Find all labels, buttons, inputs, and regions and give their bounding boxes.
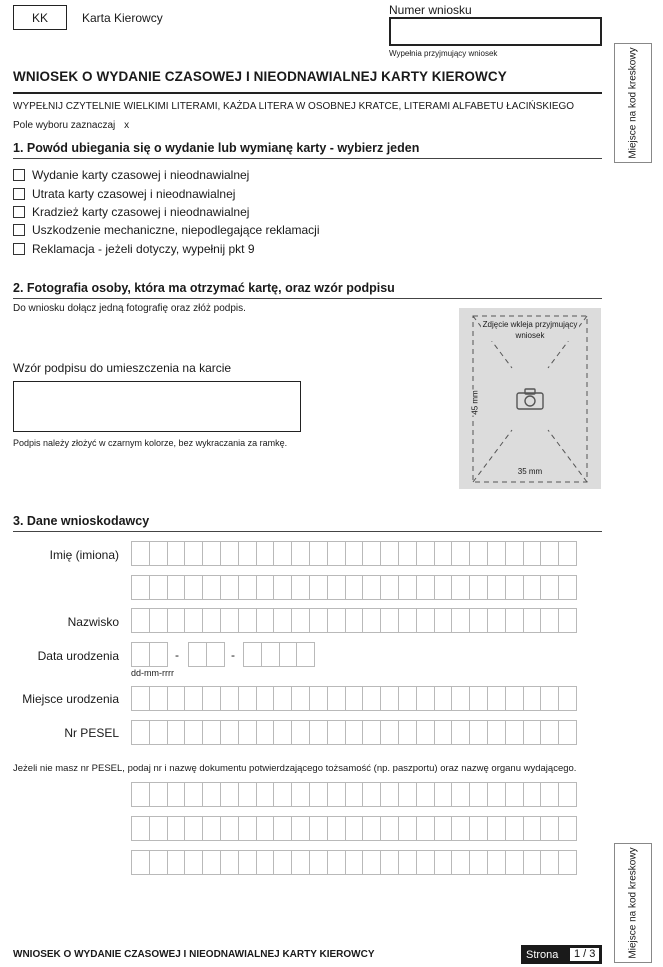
letter-cell[interactable] [131, 541, 150, 566]
letter-cell[interactable] [487, 575, 506, 600]
letter-cell[interactable] [487, 850, 506, 875]
birth-place-label: Miejsce urodzenia [22, 692, 119, 706]
letter-cell[interactable] [345, 720, 364, 745]
letter-cell[interactable] [558, 816, 577, 841]
letter-cell[interactable] [273, 541, 292, 566]
letter-cell[interactable] [505, 816, 524, 841]
letter-cell[interactable] [309, 541, 328, 566]
letter-cell[interactable] [184, 782, 203, 807]
letter-cell[interactable] [309, 816, 328, 841]
letter-cell[interactable] [451, 850, 470, 875]
application-number-field[interactable] [389, 17, 602, 46]
letter-cell[interactable] [188, 642, 207, 667]
letter-cell[interactable] [540, 575, 559, 600]
letter-cell[interactable] [309, 720, 328, 745]
letter-cell[interactable] [131, 850, 150, 875]
letter-cell[interactable] [540, 608, 559, 633]
letter-cell[interactable] [523, 720, 542, 745]
letter-cell[interactable] [380, 816, 399, 841]
letter-cell[interactable] [540, 850, 559, 875]
birth-place-field[interactable] [131, 686, 576, 711]
last-name-label: Nazwisko [67, 615, 119, 629]
page-indicator [521, 945, 602, 964]
letter-cell[interactable] [291, 782, 310, 807]
letter-cell[interactable] [487, 686, 506, 711]
letter-cell[interactable] [505, 686, 524, 711]
last-name-field[interactable] [131, 608, 576, 633]
letter-cell[interactable] [184, 720, 203, 745]
fill-instructions: WYPEŁNIJ CZYTELNIE WIELKIMI LITERAMI, KAŻDA LITERA W OSOBNEJ KRATCE, LITERAMI ALFABETU ŁACIŃSKIEGO [13, 101, 575, 112]
letter-cell[interactable] [398, 541, 417, 566]
letter-cell[interactable] [202, 575, 221, 600]
barcode-area-bottom [614, 843, 652, 963]
letter-cell[interactable] [167, 850, 186, 875]
letter-cell[interactable] [238, 720, 257, 745]
section-3-heading: 3. Dane wnioskodawcy [13, 514, 150, 528]
section-2-heading: 2. Fotografia osoby, która ma otrzymać kartę, oraz wzór podpisu [13, 281, 395, 295]
letter-cell[interactable] [434, 782, 453, 807]
letter-cell[interactable] [220, 850, 239, 875]
letter-cell[interactable] [167, 608, 186, 633]
letter-cell[interactable] [362, 850, 381, 875]
id-document-field-row-1[interactable] [131, 782, 576, 807]
letter-cell[interactable] [220, 720, 239, 745]
letter-cell[interactable] [416, 608, 435, 633]
letter-cell[interactable] [469, 575, 488, 600]
letter-cell[interactable] [469, 608, 488, 633]
first-name-field-row-1[interactable] [131, 541, 576, 566]
photo-area [459, 308, 601, 489]
letter-cell[interactable] [238, 575, 257, 600]
reason-option-label: Utrata karty czasowej i nieodnawialnej [32, 187, 236, 201]
letter-cell[interactable] [345, 575, 364, 600]
letter-cell[interactable] [540, 816, 559, 841]
letter-cell[interactable] [487, 541, 506, 566]
letter-cell[interactable] [291, 816, 310, 841]
id-document-field-row-2[interactable] [131, 816, 576, 841]
letter-cell[interactable] [184, 541, 203, 566]
letter-cell[interactable] [149, 575, 168, 600]
letter-cell[interactable] [273, 720, 292, 745]
reason-option[interactable] [13, 205, 249, 219]
letter-cell[interactable] [238, 816, 257, 841]
letter-cell[interactable] [131, 782, 150, 807]
letter-cell[interactable] [398, 850, 417, 875]
letter-cell[interactable] [149, 608, 168, 633]
letter-cell[interactable] [469, 850, 488, 875]
letter-cell[interactable] [505, 575, 524, 600]
signature-label: Wzór podpisu do umieszczenia na karcie [13, 361, 232, 375]
letter-cell[interactable] [380, 686, 399, 711]
letter-cell[interactable] [523, 782, 542, 807]
letter-cell[interactable] [469, 686, 488, 711]
letter-cell[interactable] [273, 850, 292, 875]
letter-cell[interactable] [256, 816, 275, 841]
letter-cell[interactable] [523, 608, 542, 633]
letter-cell[interactable] [256, 541, 275, 566]
letter-cell[interactable] [256, 720, 275, 745]
letter-cell[interactable] [451, 816, 470, 841]
letter-cell[interactable] [362, 541, 381, 566]
reason-checkbox[interactable] [13, 188, 25, 200]
letter-cell[interactable] [558, 782, 577, 807]
letter-cell[interactable] [380, 608, 399, 633]
letter-cell[interactable] [398, 686, 417, 711]
letter-cell[interactable] [398, 782, 417, 807]
letter-cell[interactable] [451, 541, 470, 566]
letter-cell[interactable] [167, 541, 186, 566]
page-label: Strona [526, 948, 559, 961]
birth-date-label: Data urodzenia [37, 649, 119, 663]
letter-cell[interactable] [434, 575, 453, 600]
letter-cell[interactable] [523, 541, 542, 566]
letter-cell[interactable] [380, 720, 399, 745]
letter-cell[interactable] [149, 686, 168, 711]
title-rule [13, 92, 602, 94]
card-type-label: Karta Kierowcy [82, 11, 163, 25]
letter-cell[interactable] [469, 541, 488, 566]
letter-cell[interactable] [380, 850, 399, 875]
letter-cell[interactable] [296, 642, 315, 667]
letter-cell[interactable] [206, 642, 225, 667]
letter-cell[interactable] [167, 782, 186, 807]
birth-day-field[interactable] [131, 642, 167, 667]
checkbox-instruction [13, 120, 129, 131]
checkbox-instruction-label: Pole wyboru zaznaczaj [13, 120, 116, 131]
letter-cell[interactable] [345, 816, 364, 841]
letter-cell[interactable] [202, 850, 221, 875]
reason-option-label: Wydanie karty czasowej i nieodnawialnej [32, 168, 250, 182]
letter-cell[interactable] [416, 720, 435, 745]
letter-cell[interactable] [523, 850, 542, 875]
letter-cell[interactable] [327, 816, 346, 841]
first-name-field-row-2[interactable] [131, 575, 576, 600]
letter-cell[interactable] [149, 850, 168, 875]
letter-cell[interactable] [149, 720, 168, 745]
letter-cell[interactable] [327, 686, 346, 711]
letter-cell[interactable] [220, 816, 239, 841]
letter-cell[interactable] [291, 541, 310, 566]
barcode-label: Miejsce na kod kreskowy [627, 847, 639, 959]
letter-cell[interactable] [558, 575, 577, 600]
letter-cell[interactable] [558, 541, 577, 566]
letter-cell[interactable] [345, 782, 364, 807]
letter-cell[interactable] [131, 575, 150, 600]
letter-cell[interactable] [238, 782, 257, 807]
letter-cell[interactable] [273, 608, 292, 633]
letter-cell[interactable] [362, 782, 381, 807]
letter-cell[interactable] [505, 782, 524, 807]
reason-checkbox[interactable] [13, 224, 25, 236]
letter-cell[interactable] [540, 720, 559, 745]
letter-cell[interactable] [256, 782, 275, 807]
letter-cell[interactable] [487, 816, 506, 841]
birth-year-field[interactable] [243, 642, 314, 667]
letter-cell[interactable] [167, 575, 186, 600]
letter-cell[interactable] [398, 816, 417, 841]
letter-cell[interactable] [540, 782, 559, 807]
letter-cell[interactable] [220, 541, 239, 566]
letter-cell[interactable] [220, 686, 239, 711]
letter-cell[interactable] [291, 850, 310, 875]
letter-cell[interactable] [238, 541, 257, 566]
letter-cell[interactable] [309, 782, 328, 807]
letter-cell[interactable] [309, 608, 328, 633]
letter-cell[interactable] [434, 541, 453, 566]
letter-cell[interactable] [131, 642, 150, 667]
letter-cell[interactable] [505, 541, 524, 566]
id-document-field-row-3[interactable] [131, 850, 576, 875]
reason-checkbox[interactable] [13, 243, 25, 255]
letter-cell[interactable] [202, 541, 221, 566]
letter-cell[interactable] [327, 782, 346, 807]
letter-cell[interactable] [327, 720, 346, 745]
letter-cell[interactable] [345, 608, 364, 633]
letter-cell[interactable] [220, 608, 239, 633]
pesel-field[interactable] [131, 720, 576, 745]
letter-cell[interactable] [243, 642, 262, 667]
letter-cell[interactable] [434, 720, 453, 745]
letter-cell[interactable] [238, 608, 257, 633]
letter-cell[interactable] [309, 686, 328, 711]
section-2-intro: Do wniosku dołącz jedną fotografię oraz złóż podpis. [13, 303, 246, 314]
letter-cell[interactable] [362, 816, 381, 841]
letter-cell[interactable] [416, 850, 435, 875]
letter-cell[interactable] [558, 608, 577, 633]
letter-cell[interactable] [149, 816, 168, 841]
letter-cell[interactable] [309, 850, 328, 875]
signature-note: Podpis należy złożyć w czarnym kolorze, bez wykraczania za ramkę. [13, 438, 288, 448]
letter-cell[interactable] [184, 850, 203, 875]
birth-date-separator: - [175, 648, 179, 662]
birth-month-field[interactable] [188, 642, 224, 667]
application-number-label: Numer wniosku [389, 3, 472, 17]
section-1-heading: 1. Powód ubiegania się o wydanie lub wymianę karty - wybierz jeden [13, 141, 420, 155]
reason-option-label: Kradzież karty czasowej i nieodnawialnej [32, 205, 250, 219]
letter-cell[interactable] [451, 608, 470, 633]
reason-checkbox[interactable] [13, 206, 25, 218]
letter-cell[interactable] [184, 686, 203, 711]
section-1-rule [13, 158, 602, 159]
photo-note: Zdjęcie wkleja przyjmujący wniosek [482, 320, 578, 340]
letter-cell[interactable] [523, 686, 542, 711]
letter-cell[interactable] [523, 816, 542, 841]
letter-cell[interactable] [416, 541, 435, 566]
letter-cell[interactable] [273, 782, 292, 807]
letter-cell[interactable] [149, 782, 168, 807]
letter-cell[interactable] [398, 608, 417, 633]
letter-cell[interactable] [434, 608, 453, 633]
letter-cell[interactable] [558, 686, 577, 711]
letter-cell[interactable] [380, 541, 399, 566]
letter-cell[interactable] [202, 782, 221, 807]
letter-cell[interactable] [434, 686, 453, 711]
reason-option[interactable] [13, 223, 320, 237]
letter-cell[interactable] [380, 575, 399, 600]
barcode-area-top [614, 43, 652, 163]
letter-cell[interactable] [220, 782, 239, 807]
letter-cell[interactable] [540, 541, 559, 566]
form-title: WNIOSEK O WYDANIE CZASOWEJ I NIEODNAWIALNEJ KARTY KIEROWCY [13, 69, 507, 84]
letter-cell[interactable] [131, 686, 150, 711]
letter-cell[interactable] [398, 720, 417, 745]
letter-cell[interactable] [505, 608, 524, 633]
letter-cell[interactable] [451, 782, 470, 807]
page-number: 1 / 3 [570, 948, 599, 961]
letter-cell[interactable] [451, 720, 470, 745]
letter-cell[interactable] [261, 642, 280, 667]
birth-date-separator: - [231, 648, 235, 662]
letter-cell[interactable] [469, 782, 488, 807]
letter-cell[interactable] [167, 816, 186, 841]
letter-cell[interactable] [487, 720, 506, 745]
letter-cell[interactable] [416, 575, 435, 600]
letter-cell[interactable] [345, 541, 364, 566]
reason-option[interactable] [13, 242, 255, 256]
letter-cell[interactable] [202, 686, 221, 711]
letter-cell[interactable] [327, 608, 346, 633]
letter-cell[interactable] [327, 541, 346, 566]
letter-cell[interactable] [487, 608, 506, 633]
letter-cell[interactable] [398, 575, 417, 600]
letter-cell[interactable] [434, 816, 453, 841]
letter-cell[interactable] [291, 608, 310, 633]
letter-cell[interactable] [202, 608, 221, 633]
barcode-label: Miejsce na kod kreskowy [627, 47, 639, 159]
reason-option[interactable] [13, 187, 235, 201]
reason-option[interactable] [13, 168, 249, 182]
letter-cell[interactable] [469, 720, 488, 745]
reason-option-label: Uszkodzenie mechaniczne, niepodlegające reklamacji [32, 223, 320, 237]
letter-cell[interactable] [416, 816, 435, 841]
pesel-label: Nr PESEL [64, 726, 119, 740]
first-name-label: Imię (imiona) [49, 548, 119, 562]
letter-cell[interactable] [131, 816, 150, 841]
card-type-code: KK [13, 5, 67, 30]
letter-cell[interactable] [273, 816, 292, 841]
letter-cell[interactable] [327, 850, 346, 875]
letter-cell[interactable] [558, 850, 577, 875]
letter-cell[interactable] [362, 575, 381, 600]
letter-cell[interactable] [558, 720, 577, 745]
footer-title: WNIOSEK O WYDANIE CZASOWEJ I NIEODNAWIALNEJ KARTY KIEROWCY [13, 949, 375, 960]
letter-cell[interactable] [327, 575, 346, 600]
section-2-rule [13, 298, 602, 299]
letter-cell[interactable] [184, 575, 203, 600]
letter-cell[interactable] [184, 608, 203, 633]
no-pesel-note: Jeżeli nie masz nr PESEL, podaj nr i nazwę dokumentu potwierdzającego tożsamość (np. paszportu) oraz nazwę organu wydającego. [13, 763, 577, 774]
letter-cell[interactable] [291, 575, 310, 600]
letter-cell[interactable] [202, 816, 221, 841]
letter-cell[interactable] [167, 686, 186, 711]
letter-cell[interactable] [256, 575, 275, 600]
letter-cell[interactable] [273, 686, 292, 711]
photo-height-label: 45 mm [470, 390, 480, 415]
reason-checkbox[interactable] [13, 169, 25, 181]
letter-cell[interactable] [202, 720, 221, 745]
letter-cell[interactable] [416, 686, 435, 711]
letter-cell[interactable] [362, 608, 381, 633]
letter-cell[interactable] [256, 608, 275, 633]
letter-cell[interactable] [380, 782, 399, 807]
photo-width-label: 35 mm [511, 467, 549, 476]
letter-cell[interactable] [238, 850, 257, 875]
letter-cell[interactable] [540, 686, 559, 711]
birth-date-hint: dd-mm-rrrr [131, 668, 174, 678]
letter-cell[interactable] [149, 642, 168, 667]
letter-cell[interactable] [487, 782, 506, 807]
letter-cell[interactable] [131, 720, 150, 745]
letter-cell[interactable] [167, 720, 186, 745]
letter-cell[interactable] [451, 686, 470, 711]
letter-cell[interactable] [220, 575, 239, 600]
letter-cell[interactable] [184, 816, 203, 841]
letter-cell[interactable] [362, 686, 381, 711]
letter-cell[interactable] [434, 850, 453, 875]
letter-cell[interactable] [345, 850, 364, 875]
section-3-rule [13, 531, 602, 532]
letter-cell[interactable] [149, 541, 168, 566]
camera-icon [516, 388, 544, 410]
letter-cell[interactable] [256, 686, 275, 711]
letter-cell[interactable] [238, 686, 257, 711]
letter-cell[interactable] [256, 850, 275, 875]
letter-cell[interactable] [131, 608, 150, 633]
letter-cell[interactable] [362, 720, 381, 745]
signature-field[interactable] [13, 381, 301, 432]
letter-cell[interactable] [505, 720, 524, 745]
letter-cell[interactable] [523, 575, 542, 600]
letter-cell[interactable] [451, 575, 470, 600]
letter-cell[interactable] [291, 686, 310, 711]
letter-cell[interactable] [273, 575, 292, 600]
letter-cell[interactable] [469, 816, 488, 841]
letter-cell[interactable] [309, 575, 328, 600]
letter-cell[interactable] [291, 720, 310, 745]
application-number-note: Wypełnia przyjmujący wniosek [389, 49, 498, 58]
letter-cell[interactable] [505, 850, 524, 875]
letter-cell[interactable] [416, 782, 435, 807]
checkbox-instruction-mark: x [124, 120, 130, 131]
reason-option-label: Reklamacja - jeżeli dotyczy, wypełnij pkt 9 [32, 242, 255, 256]
letter-cell[interactable] [279, 642, 298, 667]
letter-cell[interactable] [345, 686, 364, 711]
